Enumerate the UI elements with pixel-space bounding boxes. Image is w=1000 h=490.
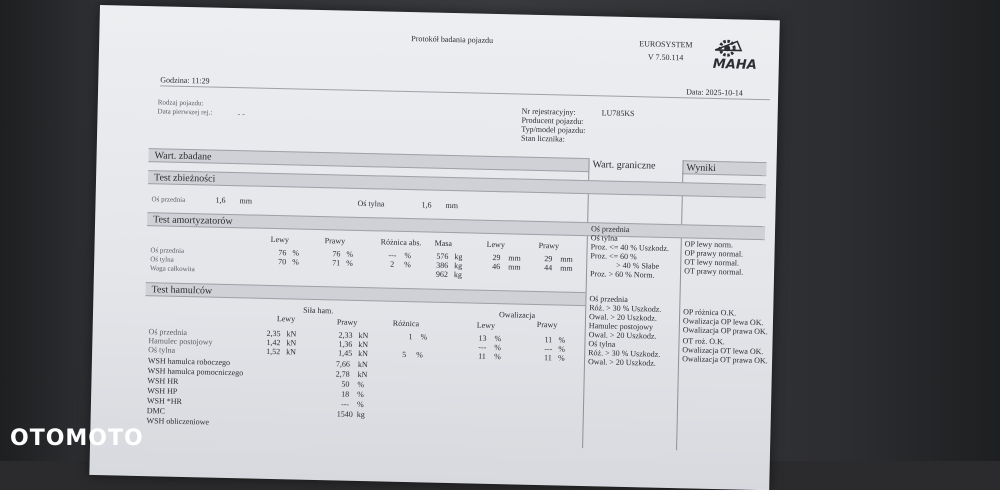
- brake-limit: Owal. > 20 Uszkodz.: [588, 330, 657, 341]
- brake-extra-unit: %: [357, 389, 365, 400]
- shock-amp-left: 46: [492, 261, 501, 272]
- registration-value: LU785KS: [601, 108, 635, 119]
- shock-diff-unit: %: [404, 250, 412, 261]
- shock-diff: ---: [388, 250, 397, 260]
- shock-col-left2: Lewy: [486, 239, 505, 250]
- shock-diff: 2: [390, 259, 395, 269]
- shock-left: 70: [278, 257, 287, 267]
- brake-extra-label: WSH hamulca pomocniczego: [147, 366, 244, 378]
- ovality-right-unit: %: [558, 335, 566, 345]
- brake-row-label: Oś tylna: [148, 345, 176, 355]
- brake-extra-unit: kg: [356, 409, 365, 420]
- shock-col-right2: Prawy: [538, 241, 560, 251]
- shock-right: 71: [332, 258, 341, 268]
- brake-result: Owalizacja OP prawa OK.: [682, 325, 768, 337]
- ovality-left-unit: %: [494, 343, 502, 353]
- ovality-header: Owalizacja: [498, 310, 536, 320]
- shock-left-unit: %: [292, 257, 299, 267]
- brake-result: OT roż. O.K.: [682, 336, 725, 347]
- convergence-test-bar: [148, 170, 766, 198]
- results-title: Wyniki: [686, 162, 716, 175]
- shock-left: 76: [278, 248, 287, 258]
- brake-left: 2,35: [266, 328, 281, 339]
- brake-extra-label: WSH HP: [147, 386, 178, 396]
- limit-values-title: Wart. graniczne: [592, 159, 656, 172]
- otomoto-watermark: OTOMOTO: [10, 426, 144, 451]
- shock-right-unit: %: [346, 249, 354, 259]
- brake-limit: Owal. > 20 Uszkodz.: [587, 357, 656, 368]
- brake-force-header: Siła ham.: [303, 305, 334, 316]
- brake-extra-unit: kN: [357, 369, 368, 380]
- registration-label: Nr rejestracyjny:: [521, 106, 576, 117]
- shock-row-label: Oś tylna: [150, 255, 174, 264]
- brake-extra-unit: %: [357, 379, 365, 390]
- shock-test-title: Test amortyzatorów: [153, 214, 233, 228]
- brake-test-bar: [145, 282, 585, 306]
- brake-limit: Róż. > 30 % Uszkodz.: [588, 348, 661, 359]
- shock-result: OT lewy normal.: [684, 257, 740, 268]
- ovality-col-left: Lewy: [476, 320, 496, 331]
- shock-amp-right-unit: mm: [560, 263, 573, 273]
- brake-extra-label: WSH HR: [147, 376, 179, 386]
- ovality-right: 11: [544, 335, 553, 345]
- brake-row-label: Oś przednia: [148, 327, 188, 338]
- brake-extra-value: 2,78: [335, 369, 350, 379]
- shock-row-label: Oś przednia: [150, 246, 185, 255]
- shock-limit: Proz. <= 40 % Uszkodz.: [590, 242, 670, 253]
- brake-limit: Oś przednia: [589, 294, 628, 305]
- ovality-left-unit: %: [494, 334, 502, 344]
- brake-limit: Róż. > 30 % Uszkodz.: [589, 303, 662, 314]
- ovality-col-right: Prawy: [536, 319, 558, 330]
- brake-left: 1,52: [266, 346, 281, 357]
- brake-extra-unit: %: [356, 399, 364, 410]
- brake-extra-label: DMC: [146, 406, 166, 416]
- column-divider-results: [676, 160, 684, 450]
- brake-col-left: Lewy: [276, 314, 296, 324]
- ovality-right: ---: [544, 344, 553, 354]
- brake-right-unit: kN: [358, 339, 369, 350]
- brake-extra-label: WSH obliczeniowe: [146, 416, 210, 427]
- brake-left: 1,42: [266, 337, 281, 348]
- brake-extra-value: 1540: [336, 409, 353, 419]
- convergence-front-label: Oś przednia: [151, 195, 186, 204]
- producer-label: Producent pojazdu:: [521, 115, 584, 126]
- ovality-left-unit: %: [494, 352, 501, 362]
- model-label: Typ/model pojazdu:: [521, 124, 586, 136]
- shock-limit: Oś przednia: [590, 224, 630, 235]
- convergence-rear-unit: mm: [445, 200, 459, 211]
- shock-mass: 576: [436, 251, 449, 261]
- brake-extra-label: WSH *HR: [146, 396, 183, 406]
- brake-col-right: Prawy: [336, 317, 358, 327]
- brake-right: 1,45: [338, 348, 353, 358]
- ovality-right-unit: %: [558, 344, 566, 354]
- shock-right-unit: %: [346, 258, 353, 268]
- shock-mass-unit: kg: [454, 252, 463, 262]
- brake-limit: Oś tylna: [588, 339, 616, 349]
- first-registration-label: Data pierwszej rej.:: [157, 107, 213, 117]
- brake-extra-value: ---: [340, 399, 350, 409]
- first-registration-value: - -: [237, 109, 245, 119]
- total-weight-label: Waga całkowita: [149, 264, 195, 274]
- brake-right: 1,36: [338, 339, 353, 349]
- ovality-left: 13: [478, 333, 487, 343]
- brake-extra-label: WSH hamulca roboczego: [147, 356, 231, 368]
- report-time: Godzina: 11:29: [160, 75, 210, 86]
- brake-diff: 5: [402, 349, 407, 360]
- logo-text: MAHA: [712, 56, 757, 73]
- inspection-report-sheet: [89, 5, 779, 490]
- shock-amp-left: 29: [492, 252, 501, 263]
- software-name: EUROSYSTEM: [639, 39, 693, 50]
- brake-limit: Owal. > 20 Uszkodz.: [588, 312, 657, 323]
- shock-col-diff: Różnica abs.: [380, 237, 422, 248]
- brake-col-diff: Różnica: [392, 318, 420, 329]
- convergence-front-value: 1,6: [215, 195, 226, 205]
- total-weight-value: 962: [435, 269, 449, 279]
- shock-mass-unit: kg: [454, 261, 463, 271]
- results-header: [682, 160, 766, 176]
- shock-limit: Oś tylna: [590, 233, 618, 243]
- shock-col-left: Lewy: [270, 234, 290, 245]
- shock-right: 76: [332, 249, 341, 259]
- software-version: V 7.50.114: [647, 52, 684, 63]
- shock-test-bar: [147, 212, 765, 240]
- shock-amp-left-unit: mm: [508, 262, 521, 272]
- brake-right-unit: kN: [358, 348, 369, 359]
- shock-amp-right: 44: [544, 263, 553, 273]
- brake-diff: 1: [408, 332, 413, 342]
- brake-right-unit: kN: [358, 330, 369, 341]
- shock-amp-right-unit: mm: [560, 254, 573, 264]
- report-title: Protokół badania pojazdu: [411, 34, 494, 45]
- measured-values-title: Wart. zbadane: [154, 150, 212, 163]
- total-weight-unit: kg: [453, 270, 463, 280]
- shock-col-right: Prawy: [324, 236, 346, 246]
- brake-row-label: Hamulec postojowy: [148, 336, 213, 347]
- ovality-right: 11: [544, 353, 552, 363]
- shock-mass: 386: [436, 260, 449, 270]
- brake-result: Owalizacja OT prawa OK.: [682, 354, 768, 366]
- brake-extra-value: 18: [341, 389, 350, 399]
- brake-left-unit: kN: [286, 338, 297, 348]
- vehicle-type-label: Rodzaj pojazdu:: [157, 98, 204, 108]
- brake-right: 2,33: [338, 330, 353, 340]
- ovality-left: ---: [478, 342, 487, 352]
- odometer-label: Stan licznika:: [520, 133, 565, 144]
- convergence-rear-label: Oś tylna: [357, 198, 385, 209]
- shock-result: OP lewy norm.: [684, 239, 734, 250]
- shock-limit: Proz. > 60 % Norm.: [589, 269, 655, 280]
- shock-diff-unit: %: [404, 259, 411, 270]
- maha-logo: [708, 37, 765, 82]
- convergence-rear-value: 1,6: [421, 200, 432, 210]
- shock-result: OP prawy normal.: [684, 248, 744, 259]
- brake-extra-value: 7,66: [335, 359, 351, 369]
- ovality-left: 11: [478, 351, 486, 361]
- shock-result: OT prawy normal.: [684, 266, 744, 277]
- brake-result: Owalizacja OP lewa OK.: [682, 316, 764, 328]
- shock-amp-left-unit: mm: [508, 253, 521, 263]
- shock-col-mass: Masa: [434, 238, 453, 249]
- shock-limit: > 40 % Słabe: [616, 260, 660, 271]
- brake-extra-unit: kN: [357, 359, 368, 370]
- convergence-test-title: Test zbieżności: [153, 172, 216, 185]
- report-date: Data: 2025-10-14: [686, 87, 743, 98]
- brake-extra-value: 50: [341, 379, 350, 389]
- measured-values-header: [148, 148, 588, 172]
- brake-left-unit: kN: [286, 329, 297, 339]
- brake-left-unit: kN: [286, 347, 297, 357]
- header-divider: [160, 85, 770, 100]
- shock-left-unit: %: [292, 248, 300, 258]
- ovality-right-unit: %: [558, 353, 565, 363]
- shock-amp-right: 29: [544, 254, 553, 264]
- brake-diff-unit: %: [416, 350, 423, 360]
- brake-test-title: Test hamulców: [151, 284, 213, 297]
- convergence-front-unit: mm: [239, 196, 253, 206]
- brake-limit: Hamulec postojowy: [588, 321, 654, 332]
- shock-limit: Proz. <= 60 %: [590, 251, 637, 262]
- brake-diff-unit: %: [420, 332, 428, 342]
- brake-result: Owalizacja OT lewa OK.: [682, 345, 764, 357]
- brake-result: OP różnica O.K.: [683, 307, 737, 318]
